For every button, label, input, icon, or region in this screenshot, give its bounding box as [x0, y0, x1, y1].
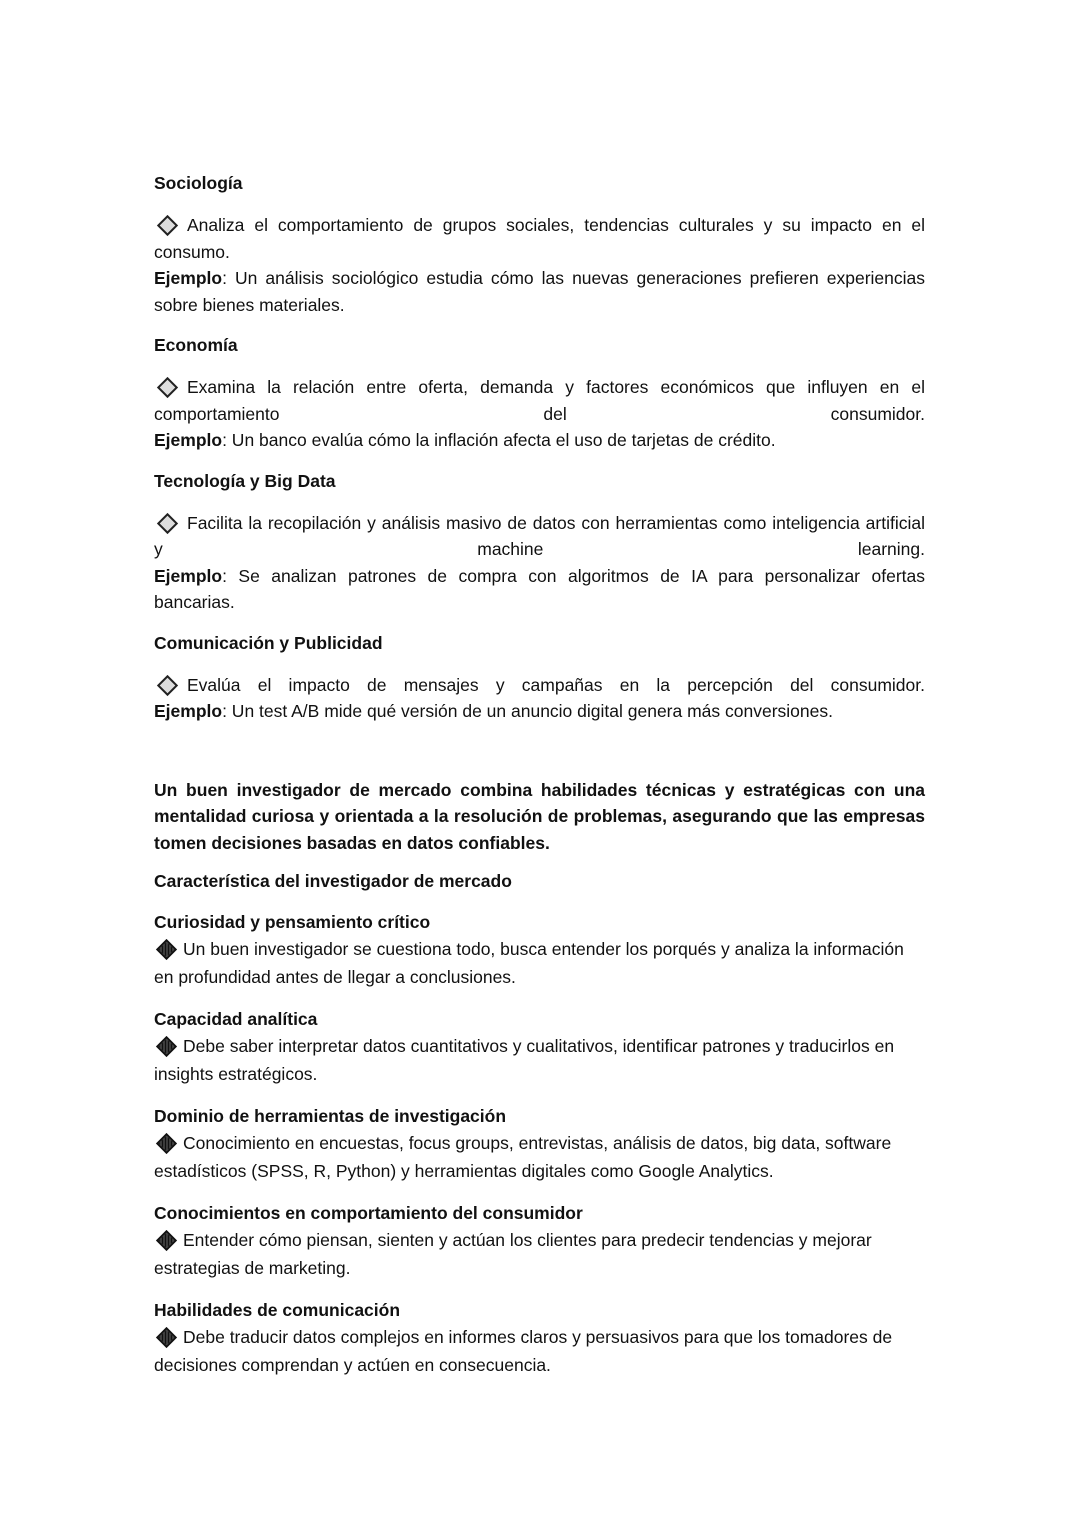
discipline-block	[154, 170, 925, 318]
discipline-title: Comunicación y Publicidad	[154, 632, 383, 653]
diamond-outline-icon	[157, 513, 178, 534]
characteristic-text	[154, 936, 925, 991]
discipline-block	[154, 332, 925, 454]
discipline-block	[154, 468, 925, 616]
characteristic-description: Debe saber interpretar datos cuantitativos y cualitativos, identificar patrones y traducirlos en insights estratégicos.	[154, 1036, 895, 1084]
summary-paragraph: Un buen investigador de mercado combina habilidades técnicas y estratégicas con una mentalidad curiosa y orientada a la resolución de problemas, asegurando que las empresas tomen decisiones basadas en datos confiables.	[154, 779, 925, 853]
example-text: : Un banco evalúa cómo la inflación afecta el uso de tarjetas de crédito.	[222, 430, 776, 450]
description-text: Facilita la recopilación y análisis masivo de datos con herramientas como inteligencia artificial y machine learning.	[154, 512, 925, 559]
example	[154, 563, 925, 616]
discipline-paragraph	[154, 672, 925, 725]
characteristic-block	[154, 1102, 925, 1185]
example-label: Ejemplo	[154, 701, 223, 721]
example-text: : Se analizan patrones de compra con algoritmos de IA para personalizar ofertas bancarias.	[154, 565, 925, 612]
diamond-outline-icon	[157, 377, 178, 398]
characteristic-block	[154, 1199, 925, 1282]
characteristic-title: Capacidad analítica	[154, 1009, 318, 1029]
characteristic-block	[154, 908, 925, 991]
characteristic-text	[154, 1130, 925, 1185]
description-text: Analiza el comportamiento de grupos sociales, tendencias culturales y su impacto en el consumo.	[154, 215, 925, 262]
characteristic-text	[154, 1227, 925, 1282]
example	[154, 427, 925, 454]
characteristic-text	[154, 1324, 925, 1379]
description-text: Evalúa el impacto de mensajes y campañas en la percepción del consumidor.	[187, 674, 925, 695]
example-label: Ejemplo	[154, 565, 223, 586]
diamond-filled-icon	[156, 1133, 177, 1154]
characteristic-title: Conocimientos en comportamiento del consumidor	[154, 1203, 583, 1223]
discipline-description	[154, 374, 925, 427]
characteristic-title: Habilidades de comunicación	[154, 1300, 401, 1320]
discipline-description	[154, 672, 925, 699]
diamond-filled-icon	[156, 1230, 177, 1251]
discipline-paragraph	[154, 374, 925, 454]
example-label: Ejemplo	[154, 430, 223, 450]
example-text: : Un test A/B mide qué versión de un anuncio digital genera más conversiones.	[222, 701, 833, 721]
discipline-description	[154, 212, 925, 265]
disciplines-section	[154, 170, 925, 725]
example	[154, 698, 925, 725]
characteristic-description: Conocimiento en encuestas, focus groups, entrevistas, análisis de datos, big data, software estadísticos (SPSS, R, Python) y herramientas digitales como Google Analytics.	[154, 1133, 892, 1181]
document-page	[154, 170, 925, 1393]
discipline-block	[154, 630, 925, 725]
diamond-outline-icon	[157, 215, 178, 236]
diamond-filled-icon	[156, 1036, 177, 1057]
diamond-filled-icon	[156, 939, 177, 960]
characteristics-section	[154, 908, 925, 1379]
example-label: Ejemplo	[154, 268, 223, 288]
characteristic-block	[154, 1296, 925, 1379]
characteristic-block	[154, 1005, 925, 1088]
description-text: Examina la relación entre oferta, demanda y factores económicos que influyen en el comportamiento del consumidor.	[154, 377, 925, 424]
characteristic-text	[154, 1033, 925, 1088]
characteristic-title: Dominio de herramientas de investigación	[154, 1106, 507, 1126]
example-text: : Un análisis sociológico estudia cómo las nuevas generaciones prefieren experiencias sobre bienes materiales.	[154, 268, 925, 315]
discipline-title: Economía	[154, 335, 238, 355]
example	[154, 265, 925, 318]
characteristic-description: Entender cómo piensan, sienten y actúan los clientes para predecir tendencias y mejorar estrategias de marketing.	[154, 1230, 872, 1278]
characteristics-heading: Característica del investigador de mercado	[154, 871, 512, 891]
discipline-paragraph	[154, 212, 925, 318]
diamond-filled-icon	[156, 1327, 177, 1348]
discipline-title: Tecnología y Big Data	[154, 470, 336, 491]
characteristic-description: Debe traducir datos complejos en informes claros y persuasivos para que los tomadores de decisiones comprendan y actúen en consecuencia.	[154, 1327, 893, 1375]
discipline-paragraph	[154, 510, 925, 616]
discipline-title: Sociología	[154, 173, 243, 193]
diamond-outline-icon	[157, 675, 178, 696]
discipline-description	[154, 510, 925, 563]
characteristic-title: Curiosidad y pensamiento crítico	[154, 912, 431, 932]
characteristic-description: Un buen investigador se cuestiona todo, busca entender los porqués y analiza la información en profundidad antes de llegar a conclusiones.	[154, 939, 904, 987]
